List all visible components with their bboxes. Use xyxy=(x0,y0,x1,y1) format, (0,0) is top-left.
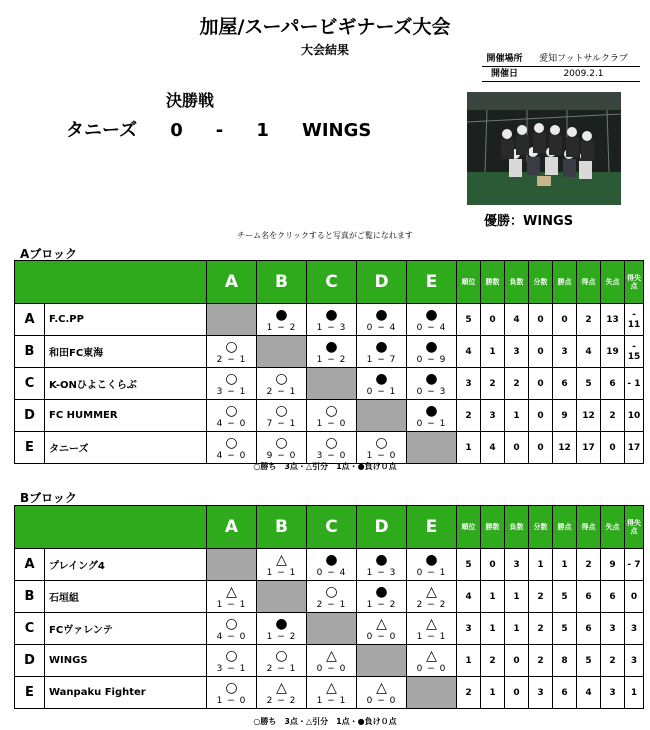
stat-value: 6 xyxy=(577,581,601,613)
match-result-cell xyxy=(407,400,457,432)
match-score: 4 − 0 xyxy=(216,450,247,461)
result-symbol: ○ xyxy=(275,370,288,387)
match-result-cell xyxy=(307,336,357,368)
match-score: 2 − 1 xyxy=(266,663,297,674)
match-score: 0 − 0 xyxy=(366,631,397,642)
match-score: 0 − 4 xyxy=(366,322,397,333)
stat-value: 0 xyxy=(529,368,553,400)
stat-value: 2 xyxy=(457,400,481,432)
result-symbol: ○ xyxy=(225,370,238,387)
column-header-b: B xyxy=(257,506,307,549)
stat-value: 0 xyxy=(529,400,553,432)
match-score: 1 − 7 xyxy=(366,354,397,365)
page-subtitle: 大会結果 xyxy=(300,43,349,57)
photo-note: チーム名をクリックすると写真がご覧になれます xyxy=(237,231,413,240)
stat-value: 3 xyxy=(625,645,644,677)
match-score: 2 − 1 xyxy=(266,386,297,397)
match-result-cell xyxy=(307,400,357,432)
match-result-cell xyxy=(407,336,457,368)
match-score: 3 − 0 xyxy=(316,450,347,461)
table-row xyxy=(15,304,644,336)
stat-value: 9 xyxy=(601,549,625,581)
match-result-cell xyxy=(307,581,357,613)
stat-value: 5 xyxy=(457,549,481,581)
match-result-cell xyxy=(257,432,307,464)
self-match-cell xyxy=(307,368,357,400)
result-symbol: ○ xyxy=(225,615,238,632)
match-result-cell xyxy=(407,368,457,400)
block-b-table xyxy=(14,505,644,709)
match-score: 2 − 2 xyxy=(416,599,447,610)
team-name-link[interactable]: 和田FC東海 xyxy=(45,336,207,368)
column-header-e: E xyxy=(407,506,457,549)
stat-value: 0 xyxy=(481,304,505,336)
stat-value: 0 xyxy=(625,581,644,613)
stat-value: 0 xyxy=(529,432,553,464)
match-result-cell xyxy=(257,368,307,400)
stat-value: 2 xyxy=(601,645,625,677)
row-letter: E xyxy=(15,432,45,464)
stat-value: 0 xyxy=(601,432,625,464)
result-symbol: ○ xyxy=(225,434,238,451)
result-symbol: ● xyxy=(425,551,438,568)
stat-header: 勝点 xyxy=(553,261,577,304)
row-letter: B xyxy=(15,336,45,368)
stat-header: 得失点 xyxy=(625,506,644,549)
result-symbol: △ xyxy=(276,679,287,696)
stat-value: 3 xyxy=(529,677,553,709)
column-header-d: D xyxy=(357,261,407,304)
match-result-cell xyxy=(357,336,407,368)
match-score: 4 − 0 xyxy=(216,631,247,642)
stat-value: 1 xyxy=(481,613,505,645)
match-score: 1 − 1 xyxy=(266,567,297,578)
stat-value: 1 xyxy=(505,400,529,432)
match-score: 4 − 0 xyxy=(216,418,247,429)
team-name-link[interactable]: Wanpaku Fighter xyxy=(45,677,207,709)
self-match-cell xyxy=(307,613,357,645)
result-symbol: ● xyxy=(325,551,338,568)
stat-value: 10 xyxy=(625,400,644,432)
stat-value: 2 xyxy=(505,368,529,400)
table-row xyxy=(15,549,644,581)
result-symbol: ● xyxy=(375,551,388,568)
match-score: 0 − 1 xyxy=(416,418,447,429)
stat-value: 5 xyxy=(457,304,481,336)
match-score: 2 − 1 xyxy=(216,354,247,365)
team-photo xyxy=(467,92,621,205)
match-score: 9 − 0 xyxy=(266,450,297,461)
stat-value: - 15 xyxy=(625,336,644,368)
block-a-legend: ○勝ち 3点・△引分 1点・●負け０点 xyxy=(253,462,397,471)
stat-value: 1 xyxy=(505,613,529,645)
stat-value: 2 xyxy=(529,581,553,613)
stat-value: 1 xyxy=(553,549,577,581)
result-symbol: ○ xyxy=(325,434,338,451)
result-symbol: △ xyxy=(426,615,437,632)
match-score: 1 − 2 xyxy=(266,631,297,642)
column-header-a: A xyxy=(207,506,257,549)
team-name-link[interactable]: FC HUMMER xyxy=(45,400,207,432)
column-header-c: C xyxy=(307,261,357,304)
stat-value: 2 xyxy=(481,368,505,400)
match-score: 0 − 1 xyxy=(366,386,397,397)
result-symbol: ○ xyxy=(325,583,338,600)
self-match-cell xyxy=(257,581,307,613)
stat-value: 4 xyxy=(577,336,601,368)
result-symbol: ○ xyxy=(325,402,338,419)
stat-value: 13 xyxy=(601,304,625,336)
result-symbol: △ xyxy=(376,615,387,632)
result-symbol: ● xyxy=(375,306,388,323)
stat-value: 0 xyxy=(529,336,553,368)
team-name-link[interactable]: F.C.PP xyxy=(45,304,207,336)
venue-label: 開催場所 xyxy=(486,54,523,64)
header-row xyxy=(15,261,644,304)
date-row xyxy=(482,67,640,82)
stat-value: 6 xyxy=(553,368,577,400)
stat-value: 0 xyxy=(529,304,553,336)
final-score xyxy=(66,116,371,142)
stat-value: 3 xyxy=(481,400,505,432)
match-score: 3 − 1 xyxy=(216,386,247,397)
result-symbol: △ xyxy=(376,679,387,696)
match-result-cell xyxy=(357,549,407,581)
match-score: 1 − 1 xyxy=(316,695,347,706)
stat-value: 2 xyxy=(577,304,601,336)
result-symbol: ○ xyxy=(225,338,238,355)
stat-value: 1 xyxy=(481,336,505,368)
block-b-legend: ○勝ち 3点・△引分 1点・●負け０点 xyxy=(253,717,397,726)
match-result-cell xyxy=(207,677,257,709)
event-info xyxy=(482,52,640,82)
self-match-cell xyxy=(207,304,257,336)
stat-header: 得点 xyxy=(577,261,601,304)
stat-header: 失点 xyxy=(601,261,625,304)
header-blank xyxy=(15,261,207,304)
result-symbol: ● xyxy=(325,338,338,355)
row-letter: D xyxy=(15,400,45,432)
match-score: 1 − 0 xyxy=(316,418,347,429)
result-symbol: ○ xyxy=(275,647,288,664)
match-score: 1 − 3 xyxy=(316,322,347,333)
table-row xyxy=(15,400,644,432)
stat-value: 4 xyxy=(505,304,529,336)
stat-value: 19 xyxy=(601,336,625,368)
column-header-d: D xyxy=(357,506,407,549)
match-result-cell xyxy=(357,581,407,613)
stat-value: 3 xyxy=(625,613,644,645)
final-dash: - xyxy=(215,120,224,141)
self-match-cell xyxy=(257,336,307,368)
page-title: 加屋/スーパービギナーズ大会 xyxy=(199,16,451,38)
stat-value: 5 xyxy=(577,645,601,677)
row-letter: C xyxy=(15,368,45,400)
match-score: 1 − 1 xyxy=(416,631,447,642)
stat-value: 3 xyxy=(601,613,625,645)
match-result-cell xyxy=(357,368,407,400)
stat-value: - 11 xyxy=(625,304,644,336)
match-score: 0 − 3 xyxy=(416,386,447,397)
match-score: 0 − 0 xyxy=(366,695,397,706)
row-letter: A xyxy=(15,304,45,336)
stat-value: 0 xyxy=(505,645,529,677)
table-row xyxy=(15,677,644,709)
self-match-cell xyxy=(357,645,407,677)
stat-value: 4 xyxy=(481,432,505,464)
table-row xyxy=(15,432,644,464)
block-b-title: Bブロック xyxy=(20,491,77,505)
match-result-cell xyxy=(257,400,307,432)
stat-value: 1 xyxy=(529,549,553,581)
stat-value: 4 xyxy=(577,677,601,709)
result-symbol: ○ xyxy=(225,679,238,696)
stat-header: 分数 xyxy=(529,506,553,549)
stat-value: 0 xyxy=(505,432,529,464)
stat-value: 3 xyxy=(457,368,481,400)
venue-value: 愛知フットサルクラブ xyxy=(539,54,628,64)
match-result-cell xyxy=(257,304,307,336)
stat-value: 1 xyxy=(457,432,481,464)
result-symbol: △ xyxy=(426,647,437,664)
stat-value: 1 xyxy=(505,581,529,613)
result-symbol: ● xyxy=(425,370,438,387)
stat-header: 勝数 xyxy=(481,506,505,549)
stat-header: 負数 xyxy=(505,506,529,549)
match-score: 0 − 0 xyxy=(316,663,347,674)
stat-header: 得点 xyxy=(577,506,601,549)
final-team2: WINGS xyxy=(301,120,372,141)
match-result-cell xyxy=(357,304,407,336)
match-score: 2 − 2 xyxy=(266,695,297,706)
stat-header: 勝点 xyxy=(553,506,577,549)
stat-value: 5 xyxy=(553,581,577,613)
venue-row xyxy=(482,52,640,67)
stat-value: 4 xyxy=(457,581,481,613)
match-result-cell xyxy=(207,645,257,677)
result-symbol: ● xyxy=(275,306,288,323)
match-result-cell xyxy=(257,677,307,709)
result-symbol: ○ xyxy=(275,434,288,451)
match-score: 0 − 1 xyxy=(416,567,447,578)
match-result-cell xyxy=(307,677,357,709)
stat-value: 3 xyxy=(505,549,529,581)
match-result-cell xyxy=(207,613,257,645)
stat-value: 3 xyxy=(553,336,577,368)
row-letter: E xyxy=(15,677,45,709)
self-match-cell xyxy=(357,400,407,432)
match-result-cell xyxy=(257,613,307,645)
team-name-link[interactable]: WINGS xyxy=(45,645,207,677)
match-result-cell xyxy=(307,549,357,581)
match-result-cell xyxy=(207,368,257,400)
team-name-link[interactable]: FCヴァレンテ xyxy=(45,613,207,645)
stat-value: 6 xyxy=(601,368,625,400)
match-score: 0 − 9 xyxy=(416,354,447,365)
result-symbol: ● xyxy=(375,583,388,600)
result-symbol: ● xyxy=(325,306,338,323)
match-score: 0 − 0 xyxy=(416,663,447,674)
stat-value: 2 xyxy=(577,549,601,581)
match-result-cell xyxy=(407,581,457,613)
self-match-cell xyxy=(407,432,457,464)
match-result-cell xyxy=(307,645,357,677)
match-result-cell xyxy=(257,645,307,677)
team-name-link[interactable]: タニーズ xyxy=(45,432,207,464)
header-blank xyxy=(15,506,207,549)
result-symbol: ● xyxy=(275,615,288,632)
stat-value: - 1 xyxy=(625,368,644,400)
match-result-cell xyxy=(207,336,257,368)
table-row xyxy=(15,581,644,613)
result-symbol: △ xyxy=(426,583,437,600)
row-letter: D xyxy=(15,645,45,677)
stat-value: - 7 xyxy=(625,549,644,581)
stat-value: 4 xyxy=(457,336,481,368)
self-match-cell xyxy=(407,677,457,709)
match-score: 1 − 2 xyxy=(266,322,297,333)
team-name-link[interactable]: K-ONひよこくらぶ xyxy=(45,368,207,400)
match-score: 3 − 1 xyxy=(216,663,247,674)
team-name-link[interactable]: 石垣組 xyxy=(45,581,207,613)
result-symbol: △ xyxy=(326,679,337,696)
stat-value: 1 xyxy=(481,677,505,709)
stat-value: 0 xyxy=(505,677,529,709)
match-result-cell xyxy=(407,613,457,645)
final-score1: 0 xyxy=(170,120,183,141)
match-score: 1 − 3 xyxy=(366,567,397,578)
match-score: 1 − 2 xyxy=(366,599,397,610)
stat-value: 6 xyxy=(577,613,601,645)
final-label: 決勝戦 xyxy=(166,91,215,110)
date-label: 開催日 xyxy=(490,69,518,79)
match-score: 1 − 0 xyxy=(216,695,247,706)
match-result-cell xyxy=(207,581,257,613)
column-header-b: B xyxy=(257,261,307,304)
row-letter: B xyxy=(15,581,45,613)
match-result-cell xyxy=(407,304,457,336)
table-row xyxy=(15,645,644,677)
stat-value: 3 xyxy=(601,677,625,709)
stat-value: 1 xyxy=(625,677,644,709)
result-symbol: ● xyxy=(375,370,388,387)
match-score: 1 − 1 xyxy=(216,599,247,610)
stat-value: 3 xyxy=(505,336,529,368)
match-result-cell xyxy=(307,304,357,336)
match-score: 0 − 4 xyxy=(316,567,347,578)
final-team1: タニーズ xyxy=(66,120,138,141)
match-result-cell xyxy=(357,677,407,709)
team-name-link[interactable]: プレイング4 xyxy=(45,549,207,581)
result-symbol: ● xyxy=(375,338,388,355)
stat-value: 0 xyxy=(553,304,577,336)
stat-value: 0 xyxy=(481,549,505,581)
result-symbol: ○ xyxy=(375,434,388,451)
match-score: 1 − 0 xyxy=(366,450,397,461)
stat-value: 17 xyxy=(577,432,601,464)
final-score2: 1 xyxy=(256,120,269,141)
block-a-title: Aブロック xyxy=(20,247,78,261)
match-result-cell xyxy=(407,549,457,581)
result-symbol: ● xyxy=(425,338,438,355)
stat-value: 2 xyxy=(529,645,553,677)
result-symbol: △ xyxy=(226,583,237,600)
match-score: 0 − 4 xyxy=(416,322,447,333)
stat-header: 得失点 xyxy=(625,261,644,304)
stat-value: 3 xyxy=(457,613,481,645)
stat-header: 分数 xyxy=(529,261,553,304)
header-row xyxy=(15,506,644,549)
stat-value: 9 xyxy=(553,400,577,432)
stat-value: 12 xyxy=(553,432,577,464)
stat-value: 1 xyxy=(457,645,481,677)
column-header-a: A xyxy=(207,261,257,304)
match-result-cell xyxy=(207,432,257,464)
match-result-cell xyxy=(207,400,257,432)
result-symbol: ● xyxy=(425,306,438,323)
result-symbol: ○ xyxy=(225,402,238,419)
stat-header: 順位 xyxy=(457,261,481,304)
stat-value: 6 xyxy=(553,677,577,709)
stat-value: 2 xyxy=(481,645,505,677)
match-score: 7 − 1 xyxy=(266,418,297,429)
self-match-cell xyxy=(207,549,257,581)
stat-value: 5 xyxy=(553,613,577,645)
match-result-cell xyxy=(357,613,407,645)
team-photo-image xyxy=(467,92,621,205)
match-result-cell xyxy=(257,549,307,581)
result-symbol: ○ xyxy=(225,647,238,664)
column-header-c: C xyxy=(307,506,357,549)
table-row xyxy=(15,336,644,368)
match-result-cell xyxy=(357,432,407,464)
stat-value: 12 xyxy=(577,400,601,432)
table-row xyxy=(15,368,644,400)
stat-header: 失点 xyxy=(601,506,625,549)
result-symbol: ○ xyxy=(275,402,288,419)
match-score: 1 − 2 xyxy=(316,354,347,365)
match-score: 2 − 1 xyxy=(316,599,347,610)
match-result-cell xyxy=(307,432,357,464)
stat-header: 順位 xyxy=(457,506,481,549)
date-value: 2009.2.1 xyxy=(563,69,604,79)
match-result-cell xyxy=(407,645,457,677)
table-row xyxy=(15,613,644,645)
stat-value: 8 xyxy=(553,645,577,677)
stat-header: 勝数 xyxy=(481,261,505,304)
stat-header: 負数 xyxy=(505,261,529,304)
column-header-e: E xyxy=(407,261,457,304)
stat-value: 2 xyxy=(601,400,625,432)
stat-value: 1 xyxy=(481,581,505,613)
stat-value: 6 xyxy=(601,581,625,613)
result-symbol: △ xyxy=(326,647,337,664)
stat-value: 5 xyxy=(577,368,601,400)
stat-value: 2 xyxy=(529,613,553,645)
result-symbol: △ xyxy=(276,551,287,568)
result-symbol: ● xyxy=(425,402,438,419)
stat-value: 2 xyxy=(457,677,481,709)
champion-label: 優勝：WINGS xyxy=(484,214,574,229)
block-a-table xyxy=(14,260,644,464)
row-letter: A xyxy=(15,549,45,581)
row-letter: C xyxy=(15,613,45,645)
stat-value: 17 xyxy=(625,432,644,464)
